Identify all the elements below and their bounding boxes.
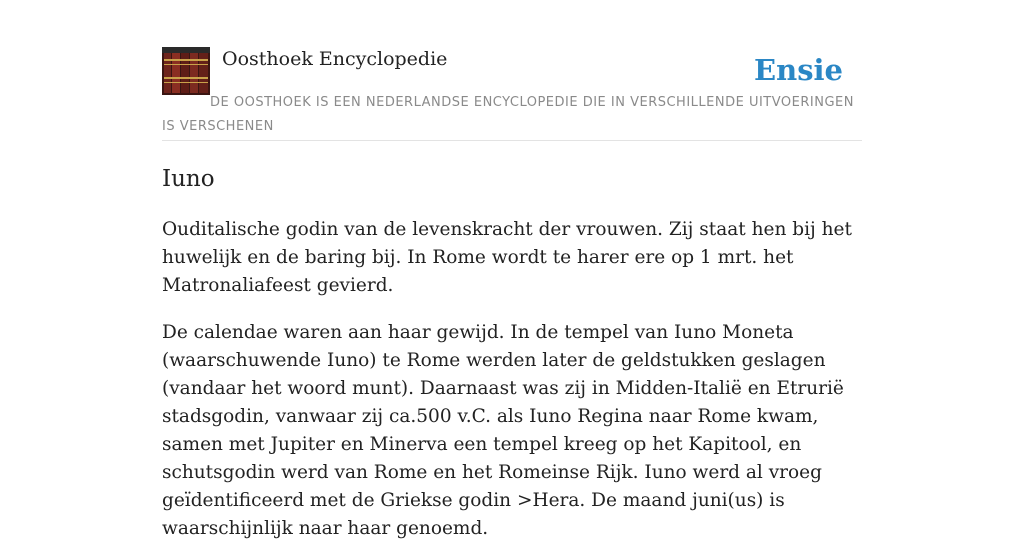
- avatar[interactable]: [162, 47, 210, 95]
- article-paragraph: Ouditalische godin van de levenskracht der vrouwen. Zij staat hen bij het huwelijk en de baring bij. In Rome wordt te harer ere op 1 mrt. het Matronaliafeest gevierd.: [162, 219, 852, 296]
- site-header: [162, 46, 862, 141]
- site-name[interactable]: Oosthoek Encyclopedie: [222, 48, 448, 70]
- site-description: DE OOSTHOEK IS EEN NEDERLANDSE ENCYCLOPEDIE DIE IN VERSCHILLENDE UITVOERINGEN IS VERSCHENEN: [162, 95, 854, 134]
- article-paragraph: De calendae waren aan haar gewijd. In de tempel van Iuno Moneta (waarschuwende Iuno) te Rome werden later de geldstukken geslagen (vandaar het woord munt). Daarnaast was zij in Midden-Italië en Etrurië stadsgodin, vanwaar zij ca.500 v.C. als Iuno Regina naar Rome kwam, samen met Jupiter en Minerva een tempel kreeg op het Kapitool, en schutsgodin werd van Rome en het Romeinse Rijk. Iuno werd al vroeg geïdentificeerd met de Griekse godin >Hera. De maand juni(us) is waarschijnlijk naar haar genoemd.: [162, 322, 844, 539]
- book-spines-icon: [162, 47, 210, 95]
- brand-logo[interactable]: Ensie: [754, 53, 843, 87]
- article-title: Iuno: [162, 166, 215, 192]
- article: [162, 160, 862, 543]
